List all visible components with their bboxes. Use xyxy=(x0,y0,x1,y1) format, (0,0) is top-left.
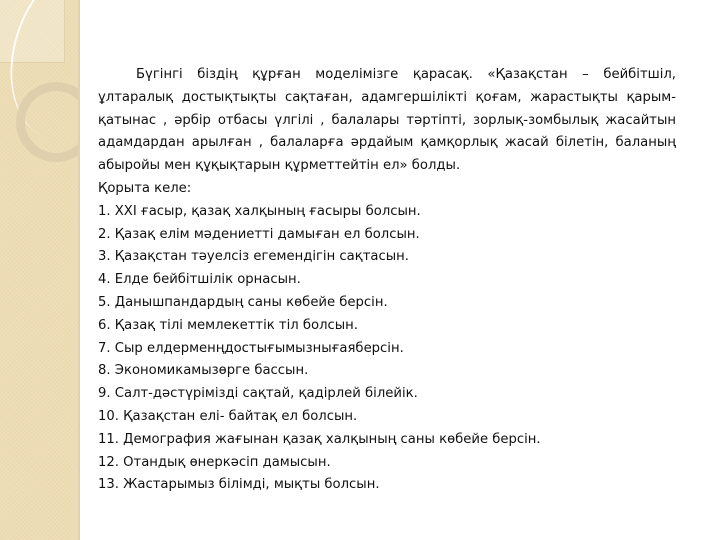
list-item: 10. Қазақстан елі- байтақ ел болсын. xyxy=(98,408,358,424)
list-item: 3. Қазақстан тәуелсіз егемендігін сақтасын. xyxy=(98,249,409,265)
decorative-sidebar xyxy=(0,0,78,540)
list-item: 8. Экономикамызөрге бассын. xyxy=(98,363,309,379)
list-item: 1. XXI ғасыр, қазақ халқының ғасыры болсын. xyxy=(98,203,421,219)
list-item: 6. Қазақ тілі мемлекеттік тіл болсын. xyxy=(98,317,358,333)
list-item: 9. Салт-дәстүрімізді сақтай, қадірлей білейік. xyxy=(98,386,418,402)
list-item: 4. Елде бейбітшілік орнасын. xyxy=(98,272,301,288)
list-item: 2. Қазақ елім мәдениетті дамыған ел болсын. xyxy=(98,226,420,242)
list-item: 12. Отандық өнеркәсіп дамысын. xyxy=(98,454,331,470)
intro-paragraph: Бүгінгі біздің құрған моделімізге қарасақ. «Қазақстан – бейбітшіл, ұлтаралық достықтықты сақтаған, адамгершілікті қоғам, жарастықты қарым-қатынас , әрбір отбасы үлгілі , балалары тәртіпті, зорлық-зомбылық жасайтын адамдардан арылған , балаларға әрдайым қамқорлық жасай білетін, баланың абыройы мен құқықтарын құрметтейтін ел» болды. xyxy=(98,67,676,174)
list-item: 13. Жастарымыз білімді, мықты болсын. xyxy=(98,477,380,493)
conclusion-heading: Қорыта келе: xyxy=(98,180,192,196)
sidebar-edge xyxy=(78,0,80,540)
slide-content xyxy=(98,64,676,497)
list-item: 7. Сыр елдерменңдостығымызнығаяберсін. xyxy=(98,340,404,356)
list-item: 11. Демография жағынан қазақ халқының саны көбейе берсін. xyxy=(98,431,541,447)
list-item: 5. Данышпандардың саны көбейе берсін. xyxy=(98,294,388,310)
